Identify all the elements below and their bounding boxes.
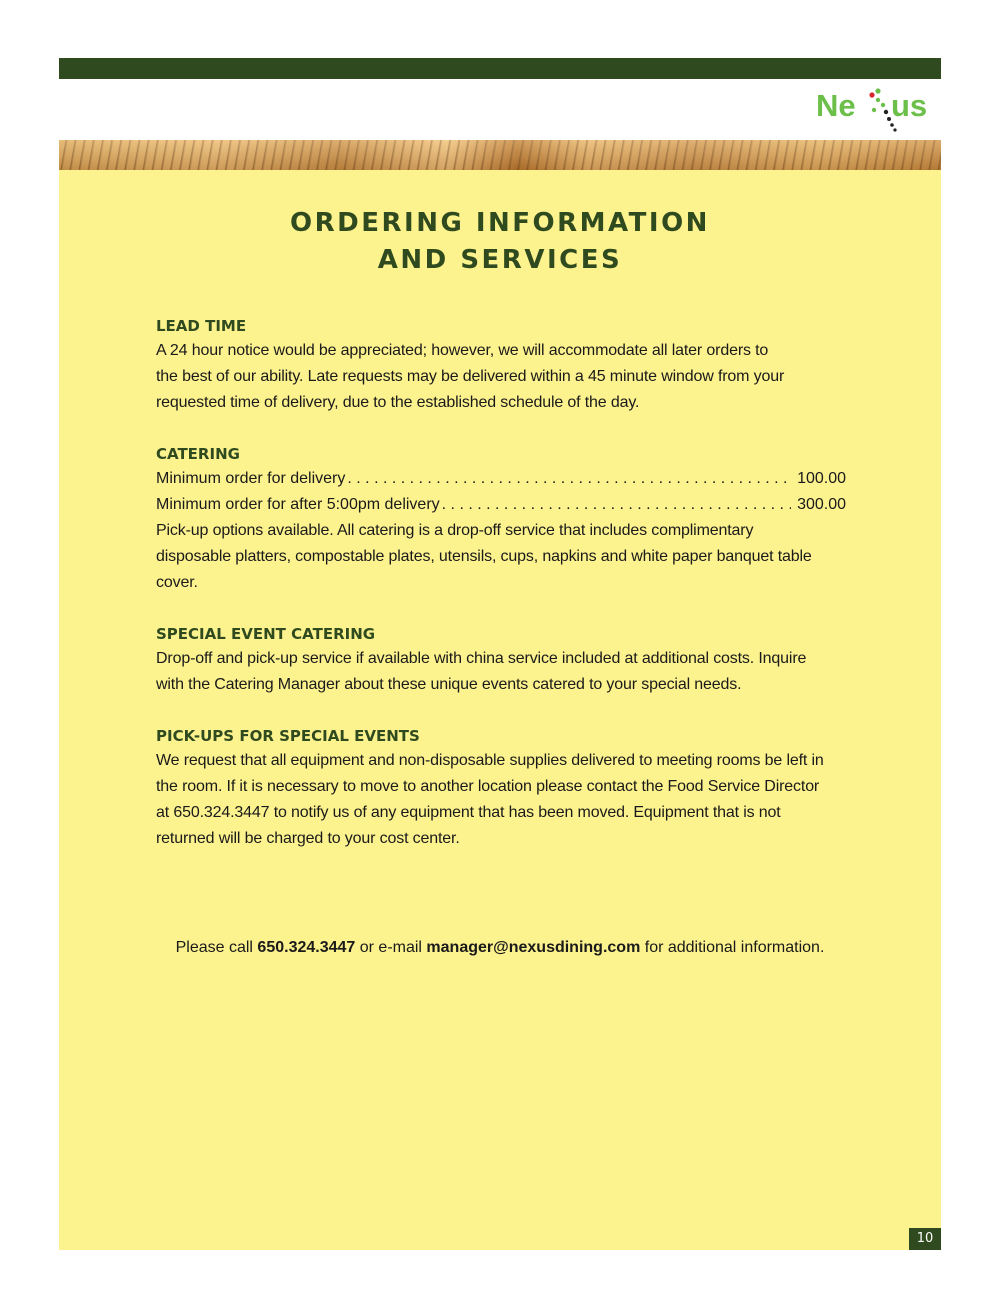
section-heading: LEAD TIME <box>156 317 247 335</box>
contact-suffix: for additional information. <box>640 939 825 956</box>
text-line: We request that all equipment and non-disposable supplies delivered to meeting rooms be left in <box>156 752 824 769</box>
contact-middle: or e-mail <box>355 939 427 956</box>
price-row <box>156 492 846 518</box>
page-number: 10 <box>909 1228 941 1250</box>
section-text <box>156 748 846 852</box>
title-line-1: ORDERING INFORMATION <box>290 208 710 238</box>
contact-phone[interactable]: 650.324.3447 <box>257 939 356 956</box>
dot-leader <box>442 492 791 518</box>
text-line: at 650.324.3447 to notify us of any equipment that has been moved. Equipment that is not <box>156 804 781 821</box>
text-line: A 24 hour notice would be appreciated; however, we will accommodate all later orders to <box>156 342 769 359</box>
contact-email-link[interactable]: manager@nexusdining.com <box>426 939 641 956</box>
text-line: with the Catering Manager about these unique events catered to your special needs. <box>156 676 742 693</box>
svg-text:us: us <box>891 88 928 123</box>
text-line: Pick-up options available. All catering is a drop-off service that includes complimentary <box>156 522 754 539</box>
section-lead-time <box>156 314 846 416</box>
title-line-2: AND SERVICES <box>377 245 623 275</box>
price-amount: 100.00 <box>797 470 846 487</box>
header-photo-strip <box>59 140 941 170</box>
text-line: returned will be charged to your cost center. <box>156 830 460 847</box>
section-catering <box>156 442 846 596</box>
text-line: disposable platters, compostable plates, utensils, cups, napkins and white paper banquet table <box>156 548 812 565</box>
price-label: Minimum order for after 5:00pm delivery <box>156 496 440 513</box>
text-line: requested time of delivery, due to the established schedule of the day. <box>156 394 640 411</box>
contact-line <box>0 935 1000 961</box>
section-heading: SPECIAL EVENT CATERING <box>156 625 376 643</box>
section-special-event <box>156 622 846 698</box>
header-bar <box>59 58 941 79</box>
text-line: Drop-off and pick-up service if available with china service included at additional costs. Inquire <box>156 650 807 667</box>
price-row <box>156 466 846 492</box>
section-pickups <box>156 724 846 852</box>
section-text <box>156 518 846 596</box>
nexus-logo <box>816 86 940 126</box>
header-band <box>59 79 941 140</box>
section-heading: PICK-UPS FOR SPECIAL EVENTS <box>156 727 420 745</box>
dot-leader <box>347 466 791 492</box>
section-text <box>156 646 846 698</box>
price-amount: 300.00 <box>797 496 846 513</box>
page-title <box>0 205 1000 279</box>
text-line: the best of our ability. Late requests may be delivered within a 45 minute window from your <box>156 368 785 385</box>
section-text <box>156 338 846 416</box>
svg-text:Ne: Ne <box>816 88 856 123</box>
price-label: Minimum order for delivery <box>156 470 346 487</box>
text-line: cover. <box>156 574 198 591</box>
main-content <box>156 314 846 878</box>
section-heading: CATERING <box>156 445 240 463</box>
contact-prefix: Please call <box>175 939 258 956</box>
text-line: the room. If it is necessary to move to another location please contact the Food Service Director <box>156 778 820 795</box>
